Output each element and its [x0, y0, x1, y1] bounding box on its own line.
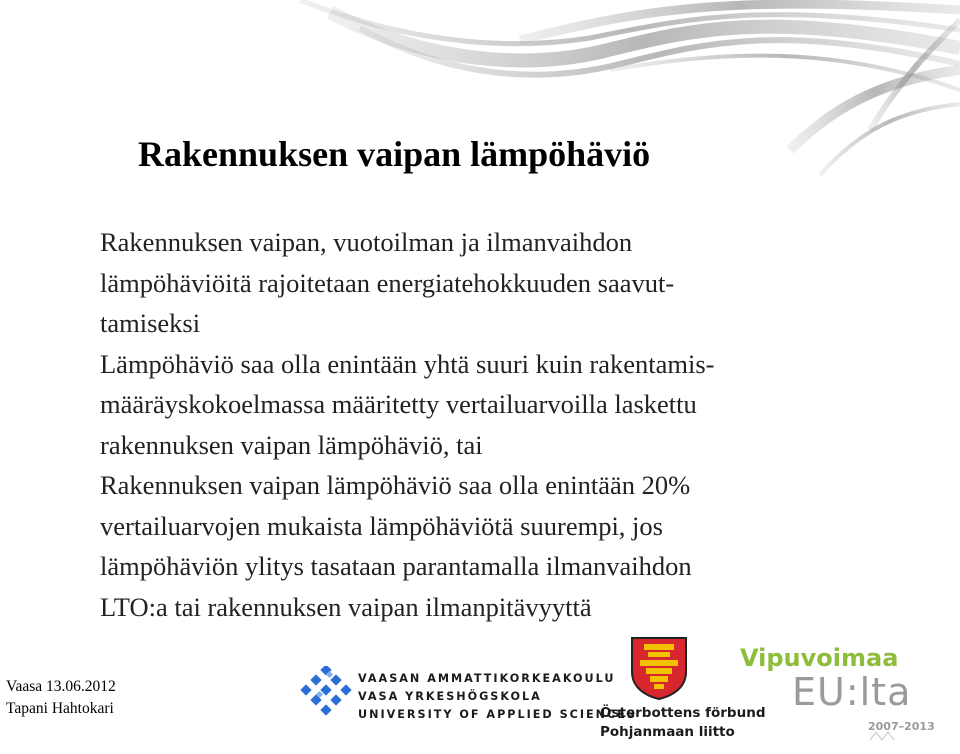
vamk-line: VAASAN AMMATTIKORKEAKOULU — [358, 672, 616, 685]
vamk-diamond-icon — [300, 666, 352, 718]
body-line: LTO:a tai rakennuksen vaipan ilmanpitävyyttä — [100, 591, 592, 622]
body-line: lämpöhäviöitä rajoitetaan energiatehokkuuden saavut- — [100, 267, 675, 298]
body-line: lämpöhäviön ylitys tasataan parantamalla ilmanvaihdon — [100, 551, 692, 581]
vamk-line: VASA YRKESHÖGSKOLA — [358, 690, 542, 703]
eu-years: 2007–2013 — [868, 720, 935, 733]
body-line: tamiseksi — [100, 308, 201, 338]
body-line: rakennuksen vaipan lämpöhäviö, tai — [100, 429, 483, 460]
osterbotten-name — [600, 704, 766, 742]
body-line: vertailuarvojen mukaista lämpöhäviötä suurempi, jos — [100, 510, 663, 541]
footer-meta — [6, 676, 116, 720]
body-line: Rakennuksen vaipan, vuotoilman ja ilmanvaihdon — [100, 227, 633, 257]
coat-of-arms-icon — [630, 636, 688, 700]
slide-title: Rakennuksen vaipan lämpöhäviö — [138, 134, 651, 174]
vamk-line: UNIVERSITY OF APPLIED SCIENCES — [358, 708, 637, 721]
eu-leverage-logo — [738, 644, 938, 734]
vamk-name — [358, 670, 637, 724]
footer-author: Tapani Hahtokari — [6, 700, 114, 717]
eu-slogan: Vipuvoimaa — [740, 644, 899, 672]
osterbotten-line: Pohjanmaan liitto — [600, 724, 735, 740]
body-line: Rakennuksen vaipan lämpöhäviö saa olla enintään 20% — [100, 470, 691, 500]
eu-text: EU:lta — [792, 670, 912, 714]
osterbotten-line: Österbottens förbund — [600, 705, 766, 721]
footer-place-date: Vaasa 13.06.2012 — [6, 678, 116, 695]
body-line: Lämpöhäviö saa olla enintään yhtä suuri kuin rakentamis- — [100, 348, 715, 379]
slide-body — [100, 222, 940, 627]
osterbotten-logo — [600, 636, 766, 748]
vamk-logo — [300, 660, 637, 722]
body-line: määräyskokoelmassa määritetty vertailuarvoilla laskettu — [100, 389, 697, 419]
